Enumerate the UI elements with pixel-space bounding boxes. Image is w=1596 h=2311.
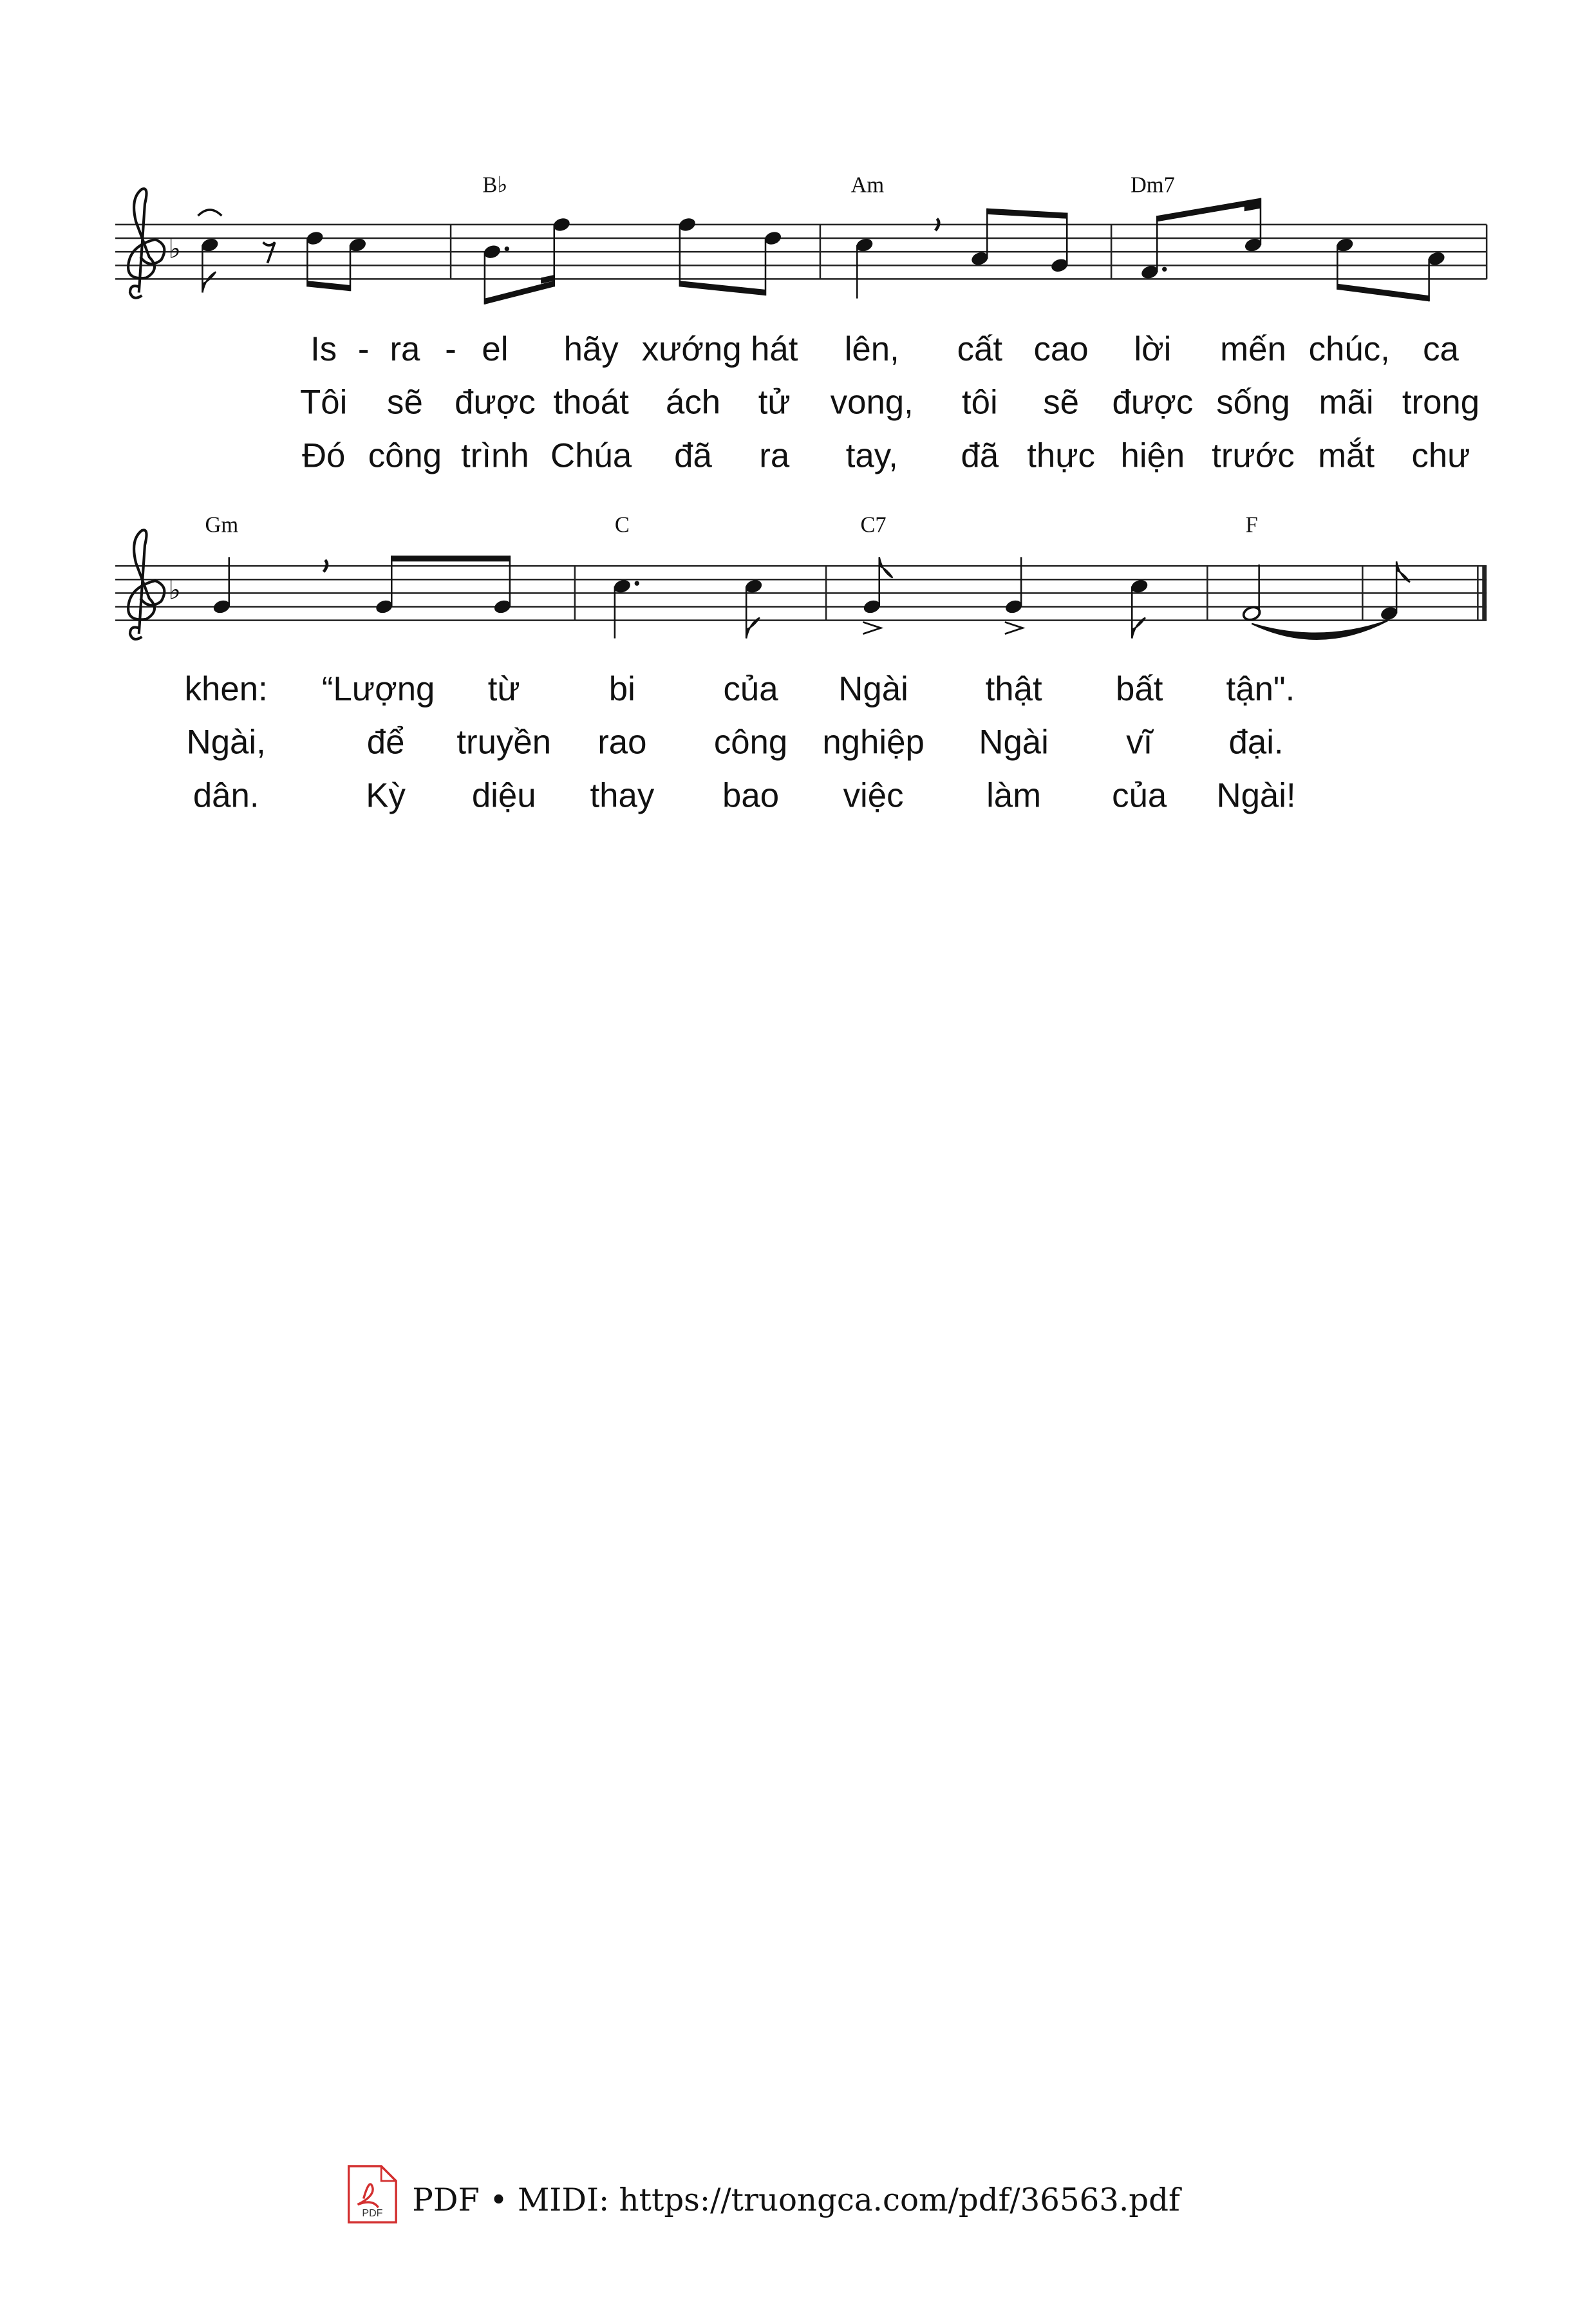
lyric-syllable: trước: [1212, 436, 1295, 475]
footer-download-link[interactable]: PDF • MIDI: https://truongca.com/pdf/36563.pdf: [412, 2182, 1180, 2218]
lyric-syllable: đại.: [1228, 723, 1284, 762]
lyric-syllable: khen:: [184, 670, 268, 709]
lyric-syllable: được: [455, 383, 536, 422]
lyric-syllable: vĩ: [1126, 723, 1153, 762]
lyric-syllable: Ngài: [838, 670, 908, 709]
lyric-syllable: công: [713, 723, 788, 762]
lyric-syllable: ra: [759, 436, 790, 475]
lyric-syllable: bi: [608, 670, 635, 709]
lyric-syllable: mắt: [1318, 436, 1375, 475]
dot: [635, 581, 639, 586]
chord-symbol: F: [1245, 512, 1258, 538]
lyric-syllable: Kỳ: [366, 776, 406, 815]
chord-symbol: B♭: [482, 173, 508, 198]
lyric-syllable: hát: [751, 330, 798, 369]
lyric-syllable: của: [723, 670, 778, 709]
lyric-syllable: cao: [1033, 330, 1089, 369]
beam: [391, 556, 510, 561]
final-barline: [1482, 566, 1487, 620]
lyric-syllable: truyền: [456, 723, 552, 762]
dot: [1162, 267, 1167, 272]
lyric-syllable: việc: [843, 776, 904, 815]
lyric-syllable: tử: [758, 383, 791, 422]
lyric-syllable: đã: [961, 436, 999, 475]
lyric-syllable: Is: [310, 330, 337, 369]
lyric-syllable: bao: [722, 776, 780, 815]
lyric-syllable: -: [445, 330, 456, 369]
lyric-syllable: mãi: [1319, 383, 1374, 422]
lyric-syllable: hãy: [563, 330, 619, 369]
lyric-syllable: xướng: [641, 330, 742, 369]
lyric-syllable: vong,: [830, 383, 914, 422]
lyric-syllable: thoát: [553, 383, 629, 422]
lyric-syllable: làm: [986, 776, 1042, 815]
lyric-syllable: lên,: [844, 330, 899, 369]
lyric-syllable: Đó: [301, 436, 346, 475]
lyric-syllable: chư: [1411, 436, 1470, 475]
lyric-syllable: sẽ: [387, 383, 423, 422]
lyric-syllable: Ngài,: [186, 723, 266, 762]
lyric-syllable: được: [1112, 383, 1194, 422]
lyric-syllable: của: [1112, 776, 1167, 815]
lyric-syllable: ca: [1423, 330, 1459, 369]
lyric-syllable: tôi: [961, 383, 998, 422]
lyric-syllable: -: [357, 330, 370, 369]
lyric-syllable: thực: [1027, 436, 1095, 475]
lyric-syllable: trình: [461, 436, 529, 475]
lyric-syllable: công: [368, 436, 442, 475]
lyric-syllable: tận".: [1226, 670, 1295, 709]
dot: [505, 247, 509, 251]
lyric-syllable: tay,: [845, 436, 898, 475]
lyric-syllable: rao: [597, 723, 647, 762]
lyric-syllable: Ngài: [979, 723, 1049, 762]
chord-symbol: C: [614, 512, 630, 538]
lyric-syllable: Tôi: [300, 383, 348, 422]
lyric-syllable: thật: [985, 670, 1042, 709]
lyric-syllable: lời: [1134, 330, 1172, 369]
chord-symbol: Gm: [205, 512, 239, 538]
lyric-syllable: hiện: [1120, 436, 1185, 475]
lyric-syllable: “Lượng: [321, 670, 435, 709]
lyric-syllable: đã: [674, 436, 712, 475]
lyric-syllable: từ: [487, 670, 520, 709]
lyric-syllable: Ngài!: [1216, 776, 1296, 815]
lyric-syllable: trong: [1402, 383, 1480, 422]
pdf-file-icon: [349, 2166, 396, 2222]
lyric-syllable: ách: [665, 383, 721, 422]
lyric-syllable: cất: [957, 330, 1003, 369]
lyric-syllable: el: [482, 330, 509, 369]
lyric-syllable: để: [366, 723, 405, 762]
lyric-syllable: chúc,: [1308, 330, 1390, 369]
lyric-syllable: bất: [1116, 670, 1163, 709]
key-signature-flat-icon: ♭: [168, 574, 182, 606]
lyric-syllable: sống: [1216, 383, 1290, 422]
lyric-syllable: Chúa: [550, 436, 632, 475]
lyric-syllable: ra: [390, 330, 420, 369]
lyric-syllable: mến: [1220, 330, 1286, 369]
lyric-syllable: sẽ: [1043, 383, 1079, 422]
lyric-syllable: dân.: [192, 776, 259, 815]
lyric-syllable: nghiệp: [822, 723, 925, 762]
chord-symbol: C7: [860, 512, 887, 538]
pdf-icon-label: PDF: [362, 2207, 383, 2220]
lyric-syllable: diệu: [471, 776, 536, 815]
chord-symbol: Am: [850, 173, 885, 198]
key-signature-flat-icon: ♭: [168, 233, 182, 265]
chord-symbol: Dm7: [1130, 173, 1175, 198]
lyric-syllable: thay: [590, 776, 655, 815]
